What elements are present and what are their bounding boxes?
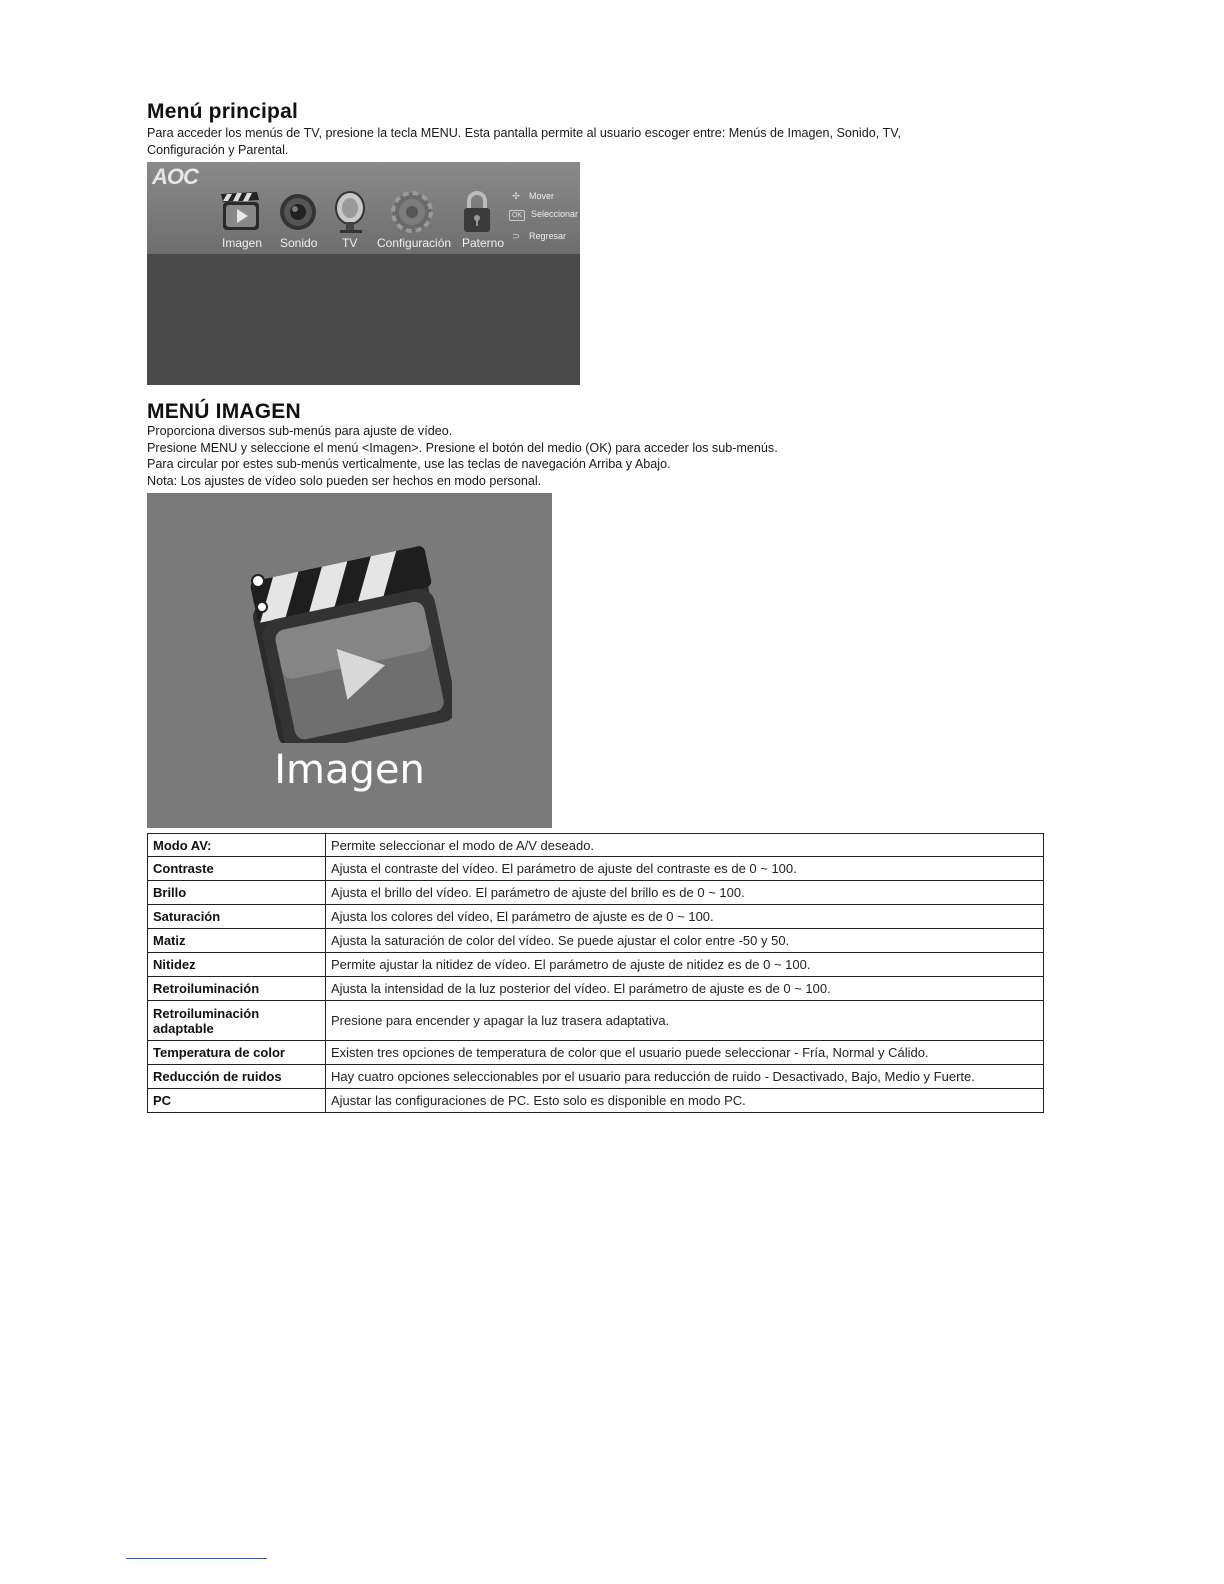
hint-label: Seleccionar <box>531 209 579 219</box>
hint-label: Mover <box>529 191 555 201</box>
table-row <box>148 953 1044 977</box>
setting-description: Permite seleccionar el modo de A/V deseado. <box>326 834 1044 857</box>
setting-description: Ajustar las configuraciones de PC. Esto solo es disponible en modo PC. <box>326 1089 1044 1113</box>
gear-icon[interactable] <box>390 190 434 239</box>
tv-menu-bar <box>147 162 580 254</box>
setting-name: Retroiluminación <box>148 977 326 1001</box>
section-title-main-menu: Menú principal <box>147 100 298 123</box>
setting-name: Modo AV: <box>148 834 326 857</box>
hint-label: Regresar <box>529 231 567 241</box>
main-menu-description <box>147 125 901 158</box>
menu-item-tv[interactable]: TV <box>342 236 358 250</box>
clapperboard-icon <box>242 533 452 743</box>
setting-name: Temperatura de color <box>148 1041 326 1065</box>
table-row <box>148 1001 1044 1041</box>
imagen-panel-title: Imagen <box>274 747 425 793</box>
menu-item-sonido[interactable]: Sonido <box>280 236 318 250</box>
description-line: Proporciona diversos sub-menús para ajuste de vídeo. <box>147 424 453 438</box>
imagen-settings-table <box>147 833 1044 1113</box>
table-row <box>148 1089 1044 1113</box>
setting-name: Matiz <box>148 929 326 953</box>
speaker-icon[interactable] <box>277 190 319 239</box>
table-row <box>148 834 1044 857</box>
setting-name: PC <box>148 1089 326 1113</box>
footnote-separator <box>126 1558 267 1559</box>
description-line: Configuración y Parental. <box>147 142 289 157</box>
table-row <box>148 881 1044 905</box>
setting-name: Contraste <box>148 857 326 881</box>
description-line: Nota: Los ajustes de vídeo solo pueden ser hechos en modo personal. <box>147 473 542 488</box>
table-row <box>148 857 1044 881</box>
setting-name: Reducción de ruidos <box>148 1065 326 1089</box>
hint-mover <box>509 191 554 202</box>
menu-imagen-description <box>147 423 778 489</box>
setting-description: Ajusta el contraste del vídeo. El parámetro de ajuste del contraste es de 0 ~ 100. <box>326 857 1044 881</box>
imagen-menu-screenshot <box>147 493 552 828</box>
menu-item-paterno[interactable]: Paterno <box>462 236 505 250</box>
table-row <box>148 1041 1044 1065</box>
setting-name: Brillo <box>148 881 326 905</box>
section-title-menu-imagen: MENÚ IMAGEN <box>147 400 301 423</box>
menu-item-configuracion[interactable]: Configuración <box>377 236 452 250</box>
description-line: Para circular por estes sub-menús verticalmente, use las teclas de navegación Arriba y Abajo. <box>147 457 671 471</box>
setting-name: Retroiluminación adaptable <box>148 1001 326 1041</box>
aoc-logo: AOC <box>152 164 198 189</box>
description-line: Presione MENU y seleccione el menú <Imagen>. Presione el botón del medio (OK) para acceder los sub-menús. <box>147 440 778 455</box>
clapperboard-icon[interactable] <box>217 190 263 239</box>
table-row <box>148 1065 1044 1089</box>
setting-description: Ajusta el brillo del vídeo. El parámetro de ajuste del brillo es de 0 ~ 100. <box>326 881 1044 905</box>
return-arrow-icon: ⊃ <box>512 231 520 241</box>
move-arrows-icon: ✣ <box>512 191 520 201</box>
setting-name: Saturación <box>148 905 326 929</box>
ok-button-icon: OK <box>509 210 525 221</box>
description-line: Para acceder los menús de TV, presione la tecla MENU. Esta pantalla permite al usuario escoger entre: Menús de Imagen, Sonido, TV, <box>147 126 901 140</box>
tv-main-menu-screenshot <box>147 162 580 385</box>
table-row <box>148 977 1044 1001</box>
table-row <box>148 905 1044 929</box>
menu-item-imagen[interactable]: Imagen <box>222 236 263 250</box>
table-row <box>148 929 1044 953</box>
setting-description: Ajusta la intensidad de la luz posterior del vídeo. El parámetro de ajuste es de 0 ~ 100. <box>326 977 1044 1001</box>
setting-name: Nitidez <box>148 953 326 977</box>
hint-seleccionar <box>509 209 578 221</box>
setting-description: Existen tres opciones de temperatura de color que el usuario puede seleccionar - Fría, Normal y Cálido. <box>326 1041 1044 1065</box>
setting-description: Presione para encender y apagar la luz trasera adaptativa. <box>326 1001 1044 1041</box>
padlock-icon[interactable] <box>459 190 495 239</box>
setting-description: Hay cuatro opciones seleccionables por el usuario para reducción de ruido - Desactivado, Bajo, Medio y Fuerte. <box>326 1065 1044 1089</box>
satellite-dish-icon[interactable] <box>332 190 372 239</box>
setting-description: Ajusta los colores del vídeo, El parámetro de ajuste es de 0 ~ 100. <box>326 905 1044 929</box>
setting-description: Permite ajustar la nitidez de vídeo. El parámetro de ajuste de nitidez es de 0 ~ 100. <box>326 953 1044 977</box>
setting-description: Ajusta la saturación de color del vídeo. Se puede ajustar el color entre -50 y 50. <box>326 929 1044 953</box>
hint-regresar <box>509 231 566 242</box>
